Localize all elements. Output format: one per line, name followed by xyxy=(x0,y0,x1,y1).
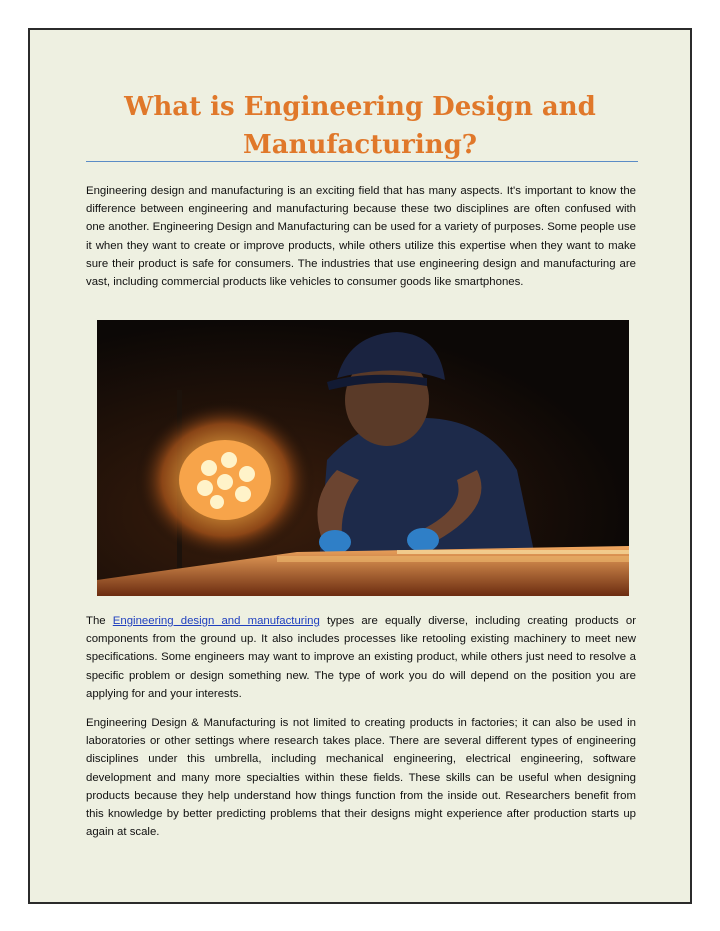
disciplines-paragraph: Engineering Design & Manufacturing is not limited to creating products in factories; it can also be used in laboratories or other settings where research takes place. There are several different types of engineering disciplines under this umbrella, including mechanical engineering, electrical engineering, software development and many more specialties within these fields. These skills can be useful when designing products because they help understand how things function from the inside out. Researchers benefit from this knowledge by better predicting problems that their designs might experience after production starts up again at scale. xyxy=(86,717,636,839)
engineer-photo xyxy=(97,320,629,596)
engineering-design-link[interactable]: Engineering design and manufacturing xyxy=(112,615,320,627)
document-page xyxy=(28,28,692,904)
title-divider xyxy=(86,161,638,162)
types-paragraph-prefix: The xyxy=(86,615,113,627)
types-paragraph xyxy=(86,612,636,703)
intro-paragraph: Engineering design and manufacturing is an exciting field that has many aspects. It's important to know the difference between engineering and manufacturing because these two disciplines are often confused with one another. Engineering Design and Manufacturing can be used for a variety of purposes. Some people use it when they want to create or improve products, while others utilize this expertise when they want to make sure their product is safe for consumers. The industries that use engineering design and manufacturing are vast, including commercial products like vehicles to consumer goods like smartphones. xyxy=(86,185,636,289)
types-paragraph-rest: types are equally diverse, including creating products or components from the ground up. It also includes processes like retooling existing machinery to meet new specifications. Some engineers may want to improve an existing product, while others just need to resolve a specific problem or design something new. The type of work you do will depend on the position you are applying for and your interests. xyxy=(86,615,636,700)
page-title: What is Engineering Design and Manufacturing? xyxy=(124,92,596,160)
